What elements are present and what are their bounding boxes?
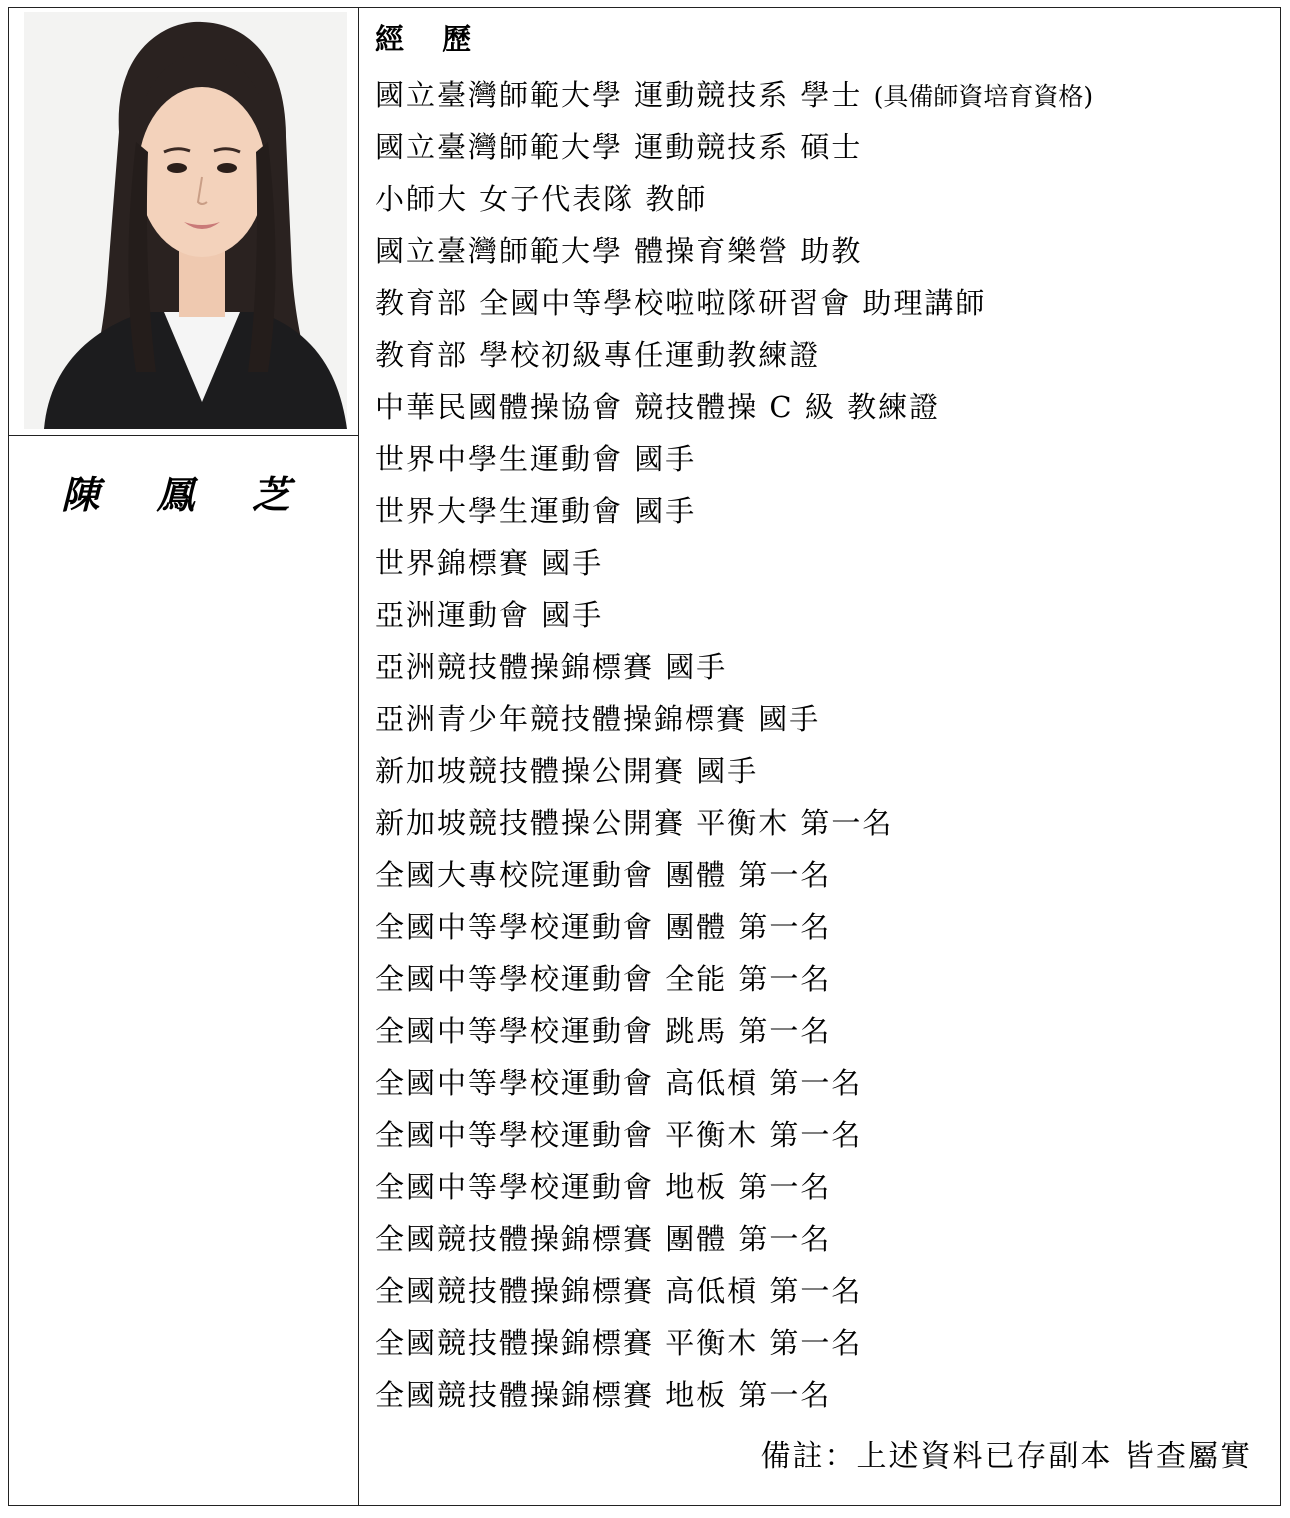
profile-column	[9, 8, 359, 1505]
experience-item: 國立臺灣師範大學 體操育樂營 助教	[375, 234, 863, 268]
experience-column	[375, 19, 1270, 1421]
experience-item: 亞洲青少年競技體操錦標賽 國手	[375, 702, 821, 736]
experience-item: 新加坡競技體操公開賽 國手	[375, 754, 759, 788]
person-name: 陳 鳳 芝	[61, 472, 312, 517]
portrait-illustration	[24, 12, 347, 429]
verification-note: 備註：上述資料已存副本 皆查屬實	[760, 1439, 1252, 1474]
experience-list	[375, 69, 1270, 1421]
experience-item: 全國競技體操錦標賽 團體 第一名	[375, 1222, 832, 1256]
experience-item: 亞洲競技體操錦標賽 國手	[375, 650, 728, 684]
experience-item: 教育部 全國中等學校啦啦隊研習會 助理講師	[375, 286, 987, 320]
experience-item: 全國中等學校運動會 跳馬 第一名	[375, 1014, 832, 1048]
experience-item: 全國中等學校運動會 地板 第一名	[375, 1170, 832, 1204]
experience-item: 全國中等學校運動會 團體 第一名	[375, 910, 832, 944]
experience-item: 全國中等學校運動會 平衡木 第一名	[375, 1118, 863, 1152]
portrait-photo-icon	[24, 12, 347, 429]
experience-item: 國立臺灣師範大學 運動競技系 碩士	[375, 130, 863, 164]
experience-heading: 經 歷	[375, 22, 486, 56]
experience-item: 全國競技體操錦標賽 高低槓 第一名	[375, 1274, 863, 1308]
experience-item: 世界中學生運動會 國手	[375, 442, 697, 476]
experience-item: 全國競技體操錦標賽 地板 第一名	[375, 1378, 832, 1412]
experience-item: 國立臺灣師範大學 運動競技系 學士 (具備師資培育資格)	[375, 78, 1094, 112]
experience-item: 世界大學生運動會 國手	[375, 494, 697, 528]
experience-item: 新加坡競技體操公開賽 平衡木 第一名	[375, 806, 894, 840]
experience-item: 中華民國體操協會 競技體操 C 級 教練證	[375, 390, 941, 424]
experience-item: 教育部 學校初級專任運動教練證	[375, 338, 821, 372]
experience-item: 全國中等學校運動會 高低槓 第一名	[375, 1066, 863, 1100]
experience-item: 全國大專校院運動會 團體 第一名	[375, 858, 832, 892]
profile-table	[8, 7, 1281, 1506]
experience-item: 世界錦標賽 國手	[375, 546, 604, 580]
experience-item: 全國中等學校運動會 全能 第一名	[375, 962, 832, 996]
experience-item: 小師大 女子代表隊 教師	[375, 182, 708, 216]
experience-item: 亞洲運動會 國手	[375, 598, 604, 632]
photo-cell	[9, 8, 358, 436]
experience-item: 全國競技體操錦標賽 平衡木 第一名	[375, 1326, 863, 1360]
